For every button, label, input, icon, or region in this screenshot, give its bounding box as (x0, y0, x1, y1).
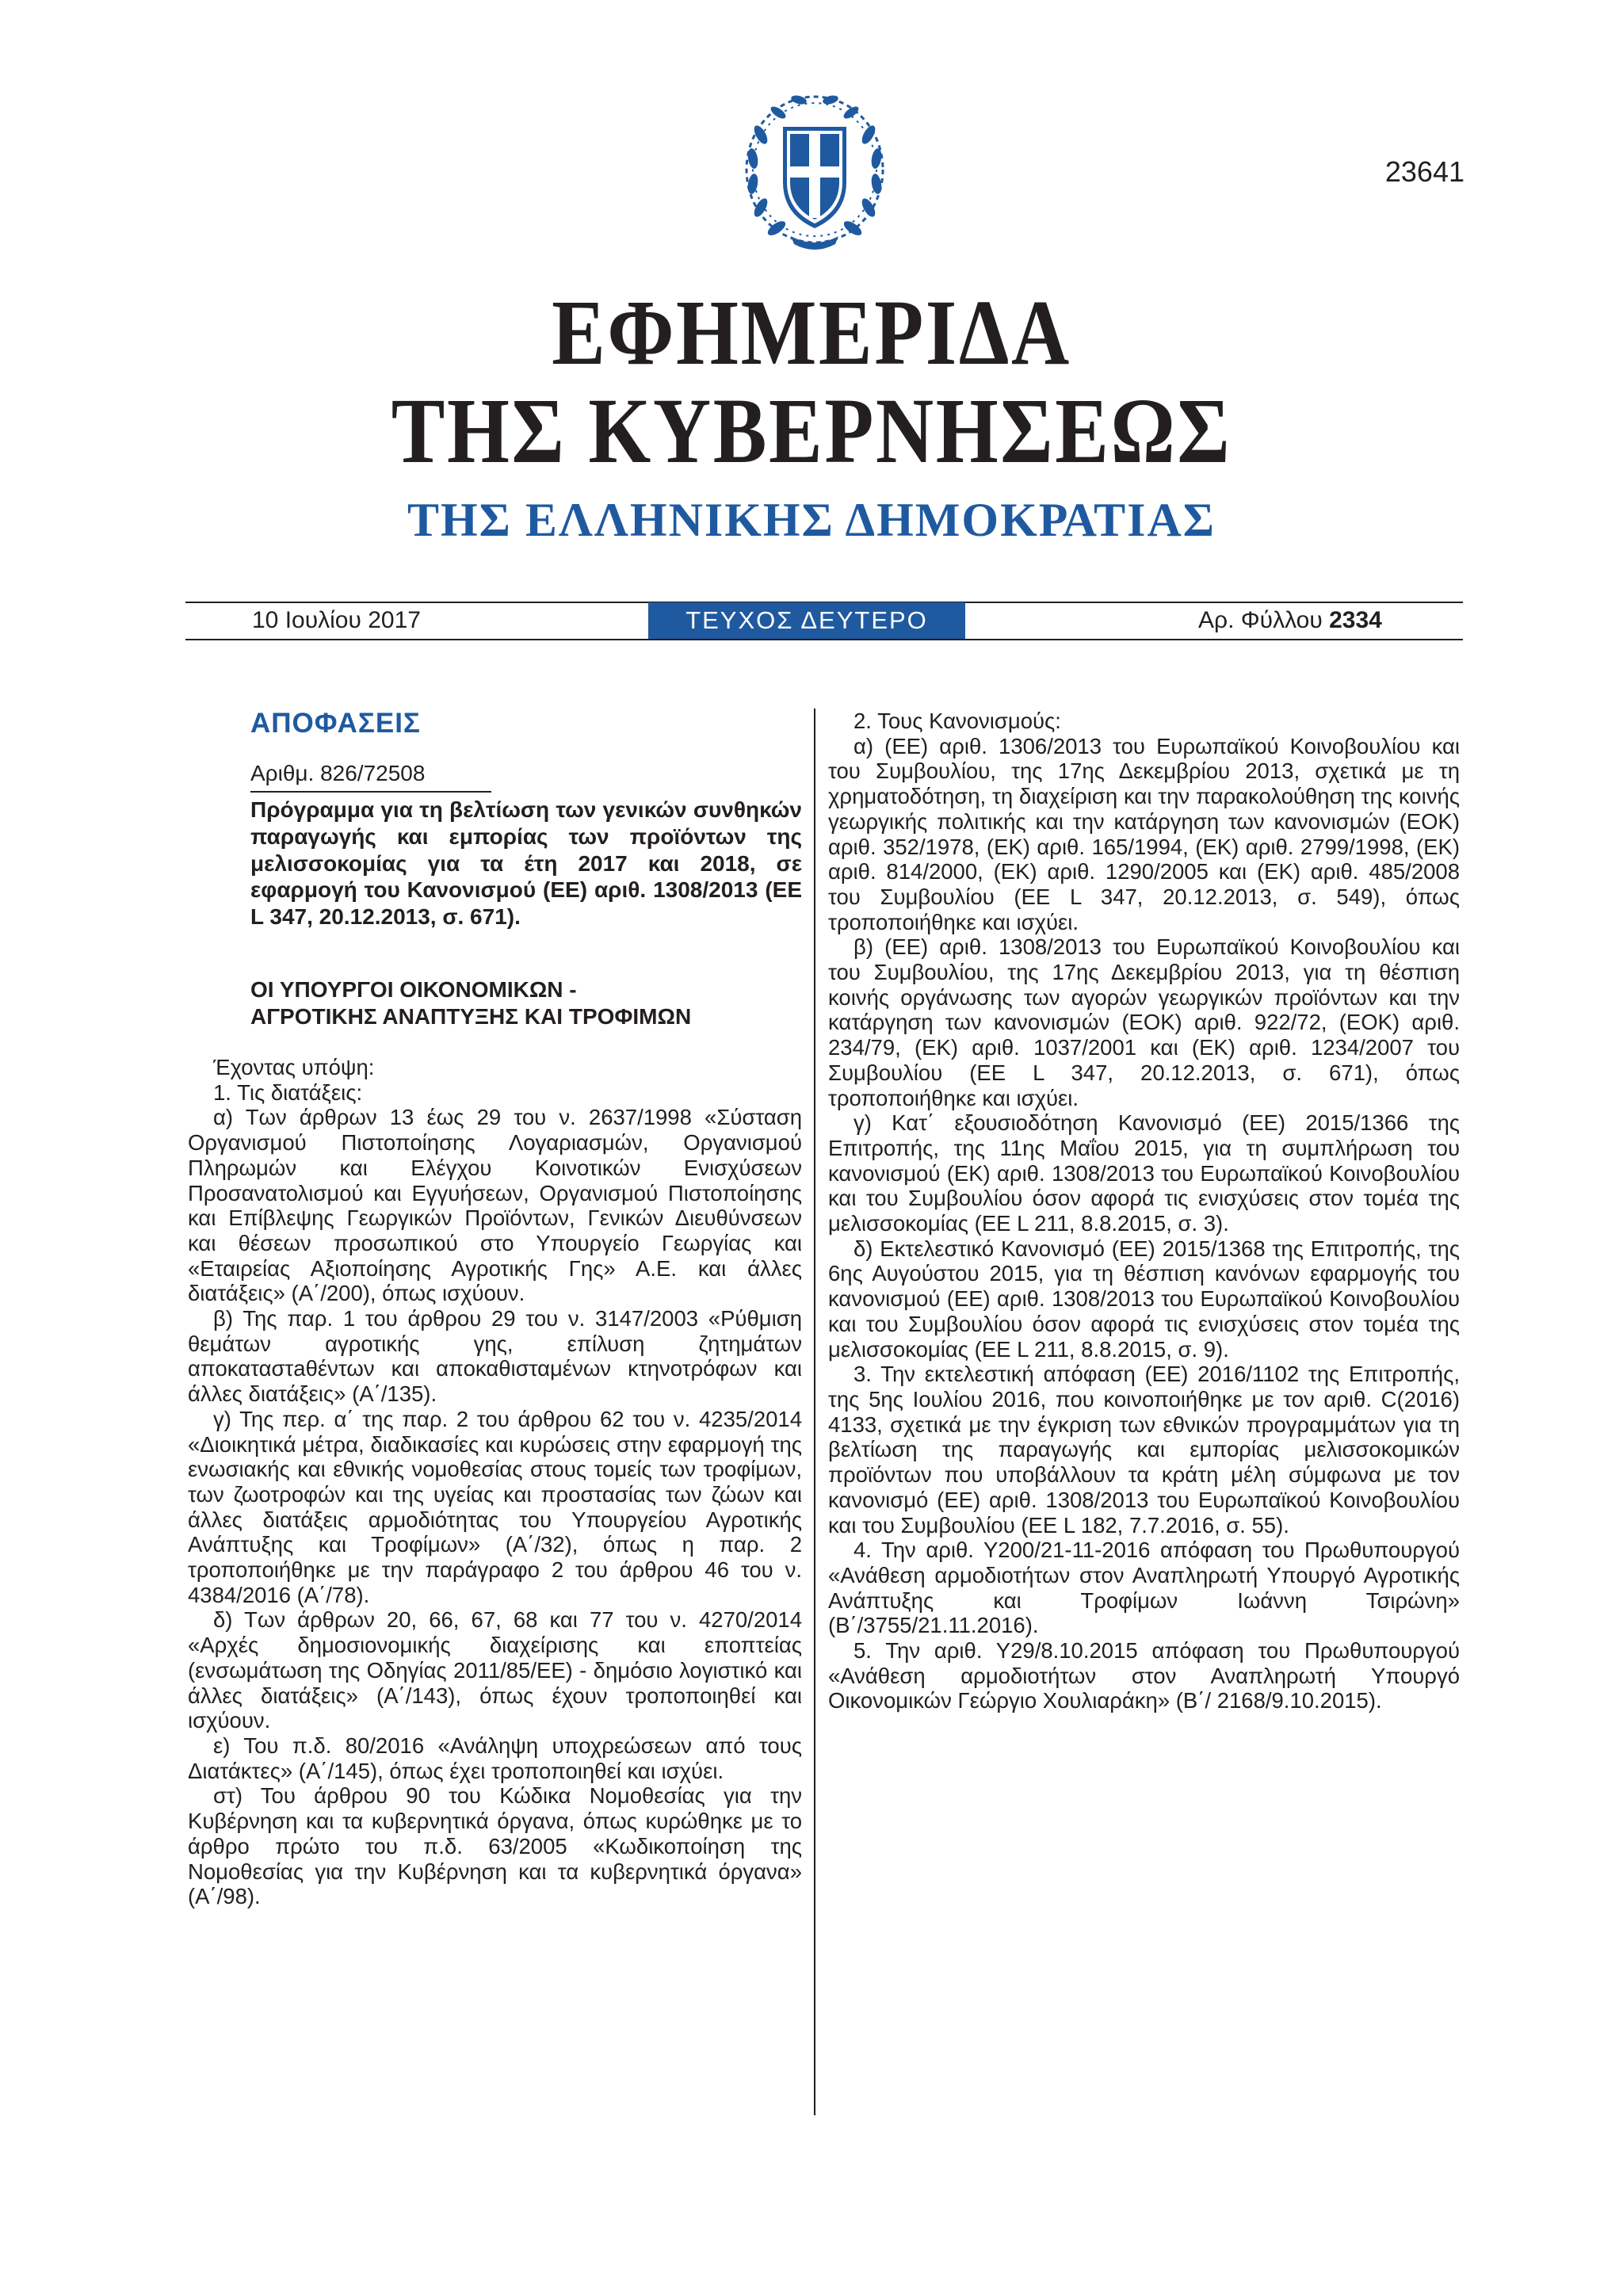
sheet-number: 2334 (1329, 607, 1382, 633)
issuing-ministers (250, 976, 802, 1030)
left-column-body (188, 1055, 802, 1909)
decision-number: Αριθμ. 826/72508 (250, 761, 426, 785)
column-divider (814, 709, 815, 2115)
ministers-line-1: ΟΙ ΥΠΟΥΡΓΟΙ ΟΙΚΟΝΟΜΙΚΩΝ - (250, 977, 577, 1002)
decision-title: Πρόγραμμα για τη βελτίωση των γενικών συνθηκών παραγωγής και εμπορίας των προϊόντων της μελισσοκομίας για τα έτη 2017 και 2018, σε εφαρμογή του Κανονισμού (ΕΕ) αριθ. 1308/2013 (ΕΕ L 347, 20.12.2013, σ. 671). (250, 797, 802, 930)
paragraph: γ) Της περ. α΄ της παρ. 2 του άρθρου 62 του ν. 4235/2014 «Διοικητικά μέτρα, διαδικασίες και κυρώσεις στην εφαρμογή της ενωσιακής και εθνικής νομοθεσίας στους τομείς των τροφίμων, των ζωοτροφών και της υγείας και προστασίας των ζώων και άλλες διατάξεις αρμοδιότητας του Υπουργείου Αγροτικής Ανάπτυξης και Τροφίμων» (Α΄/32), όπως η παρ. 2 τροποποιήθηκε με την παράγραφο 2 του άρθρου 46 του ν. 4384/2016 (Α΄/78). (188, 1406, 802, 1607)
paragraph: 2. Τους Κανονισμούς: (854, 709, 1061, 733)
paragraph: 3. Την εκτελεστική απόφαση (ΕΕ) 2016/1102 της Επιτροπής, της 5ης Ιουλίου 2016, που κοινοποιήθηκε με τον αριθ. C(2016) 4133, σχετικά με την έγκριση των εθνικών προγραμμάτων για τη βελτίωση της παραγωγής και εμπορίας μελισσοκομικών προϊόντων που υποβάλλουν τα κράτη μέλη σύμφωνα με τον κανονισμό (ΕΕ) αριθ. 1308/2013 του Ευρωπαϊκού Κοινοβουλίου και του Συμβουλίου (ΕΕ L 182, 7.7.2016, σ. 55). (828, 1362, 1460, 1538)
paragraph: α) (ΕΕ) αριθ. 1306/2013 του Ευρωπαϊκού Κοινοβουλίου και του Συμβουλίου, της 17ης Δεκεμβρίου 2013, σχετικά με τη χρηματοδότηση, τη διαχείριση και την παρακολούθηση της κοινής γεωργικής πολιτικής και την κατάργηση των κανονισμών (ΕΟΚ) αριθ. 352/1978, (ΕΚ) αριθ. 165/1994, (ΕΚ) αριθ. 2799/1998, (ΕΚ) αριθ. 814/2000, (ΕΚ) αριθ. 1290/2005 και (ΕΚ) αριθ. 485/2008 του Συμβουλίου (ΕΕ L 347, 20.12.2013, σ. 549), όπως τροποποιήθηκε και ισχύει. (828, 733, 1460, 934)
paragraph: β) (ΕΕ) αριθ. 1308/2013 του Ευρωπαϊκού Κοινοβουλίου και του Συμβουλίου, της 17ης Δεκεμβρίου 2013, για τη θέσπιση κοινής οργάνωσης των αγορών γεωργικών προϊόντων και την κατάργηση των κανονισμών (ΕΟΚ) αριθ. 922/72, (ΕΟΚ) αριθ. 234/79, (ΕΚ) αριθ. 1037/2001 και (ΕΚ) αριθ. 1234/2007 του Συμβουλίου (ΕΕ L 347, 20.12.2013, σ. 671), όπως τροποποιήθηκε και ισχύει. (828, 934, 1460, 1110)
paragraph: α) Των άρθρων 13 έως 29 του ν. 2637/1998 «Σύσταση Οργανισμού Πιστοποίησης Λογαριασμών, Οργανισμού Πληρωμών και Ελέγχου Κοινοτικών Ενισχύσεων Προσανατολισμού και Εγγυήσεων, Οργανισμού Πιστοποίησης και Επίβλεψης Γεωργικών Προϊόντων, Γενικών Διευθύνσεων και θέσεων προσωπικού στο Υπουργείο Γεωργίας και «Εταιρείας Αξιοποίησης Αγροτικής Γης» Α.Ε. και άλλες διατάξεις» (Α΄/200), όπως ισχύουν. (188, 1105, 802, 1306)
gazette-subtitle: ΤΗΣ ΕΛΛΗΝΙΚΗΣ ΔΗΜΟΚΡΑΤΙΑΣ (407, 494, 1216, 546)
paragraph: δ) Εκτελεστικό Κανονισμό (ΕΕ) 2015/1368 της Επιτροπής, της 6ης Αυγούστου 2015, για τη θέσπιση κανόνων εφαρμογής του κανονισμού (ΕΕ) αριθ. 1308/2013 του Ευρωπαϊκού Κοινοβουλίου και του Συμβουλίου όσον αφορά τις ενισχύσεις στον τομέα της μελισσοκομίας (ΕΕ L 211, 8.8.2015, σ. 9). (828, 1236, 1460, 1362)
header-rule-bottom (185, 639, 1463, 640)
paragraph: β) Της παρ. 1 του άρθρου 29 του ν. 3147/2003 «Ρύθμιση θεμάτων αγροτικής γης, επίλυση ζητημάτων αποκαταστaθέντων και αποκαθισταμένων κτηνοτρόφων και άλλες διατάξεις» (Α΄/135). (188, 1306, 802, 1407)
paragraph: δ) Των άρθρων 20, 66, 67, 68 και 77 του ν. 4270/2014 «Αρχές δημοσιονομικής διαχείρισης και εποπτείας (ενσωμάτωση της Οδηγίας 2011/85/ΕΕ) - δημόσιο λογιστικό και άλλες διατάξεις» (Α΄/143), όπως έχουν τροποποιηθεί και ισχύουν. (188, 1607, 802, 1733)
right-column-body (828, 709, 1460, 1713)
issue-sheet-number (1198, 607, 1382, 634)
issue-volume-badge: ΤΕΥΧΟΣ ΔΕΥΤΕΡΟ (648, 602, 965, 639)
paragraph: Έχοντας υπόψη: (213, 1055, 375, 1079)
paragraph: 1. Τις διατάξεις: (213, 1079, 363, 1105)
ministers-line-2: ΑΓΡΟΤΙΚΗΣ ΑΝΑΠΤΥΞΗΣ ΚΑΙ ΤΡΟΦΙΜΩΝ (250, 1004, 692, 1029)
paragraph: στ) Του άρθρου 90 του Κώδικα Νομοθεσίας για την Κυβέρνηση και τα κυβερνητικά όργανα, όπως κυρώθηκε με το άρθρο πρώτο του π.δ. 63/2005 «Κωδικοποίηση της Νομοθεσίας για την Κυβέρνηση και τα κυβερνητικά όργανα» (Α΄/98). (188, 1783, 802, 1909)
page-number: 23641 (1384, 155, 1465, 188)
paragraph: 5. Την αριθ. Υ29/8.10.2015 απόφαση του Πρωθυπουργού «Ανάθεση αρμοδιοτήτων στον Αναπληρωτή Υπουργό Οικονομικών Γεώργιο Χουλιαράκη» (Β΄/ 2168/9.10.2015). (828, 1638, 1460, 1713)
paragraph: 4. Την αριθ. Υ200/21-11-2016 απόφαση του Πρωθυπουργού «Ανάθεση αρμοδιοτήτων στον Αναπληρωτή Υπουργό Αγροτικής Ανάπτυξης και Τροφίμων Ιωάννη Τσιρώνη» (Β΄/3755/21.11.2016). (828, 1538, 1460, 1638)
gazette-title-line-1: ΕΦΗΜΕΡΙΔΑ (552, 281, 1071, 384)
paragraph: γ) Κατ΄ εξουσιοδότηση Κανονισμό (ΕΕ) 2015/1366 της Επιτροπής, της 11ης Μαΐου 2015, για τη συμπλήρωση του κανονισμού (ΕΚ) αριθ. 1308/2013 του Ευρωπαϊκού Κοινοβουλίου και του Συμβουλίου όσον αφορά τις ενισχύσεις στον τομέα της μελισσοκομίας (ΕΕ L 211, 8.8.2015, σ. 3). (828, 1110, 1460, 1236)
issue-date: 10 Ιουλίου 2017 (252, 607, 421, 633)
section-heading: ΑΠΟΦΑΣΕΙΣ (250, 708, 421, 739)
sheet-label: Αρ. Φύλλου (1198, 607, 1323, 633)
gazette-title-line-2: ΤΗΣ ΚΥΒΕΡΝΗΣΕΩΣ (391, 379, 1232, 483)
paragraph: ε) Του π.δ. 80/2016 «Ανάληψη υποχρεώσεων από τους Διατάκτες» (Α΄/145), όπως έχει τροποποιηθεί και ισχύει. (188, 1733, 802, 1783)
decision-number-rule (250, 791, 491, 793)
coat-of-arms-emblem (743, 87, 886, 255)
